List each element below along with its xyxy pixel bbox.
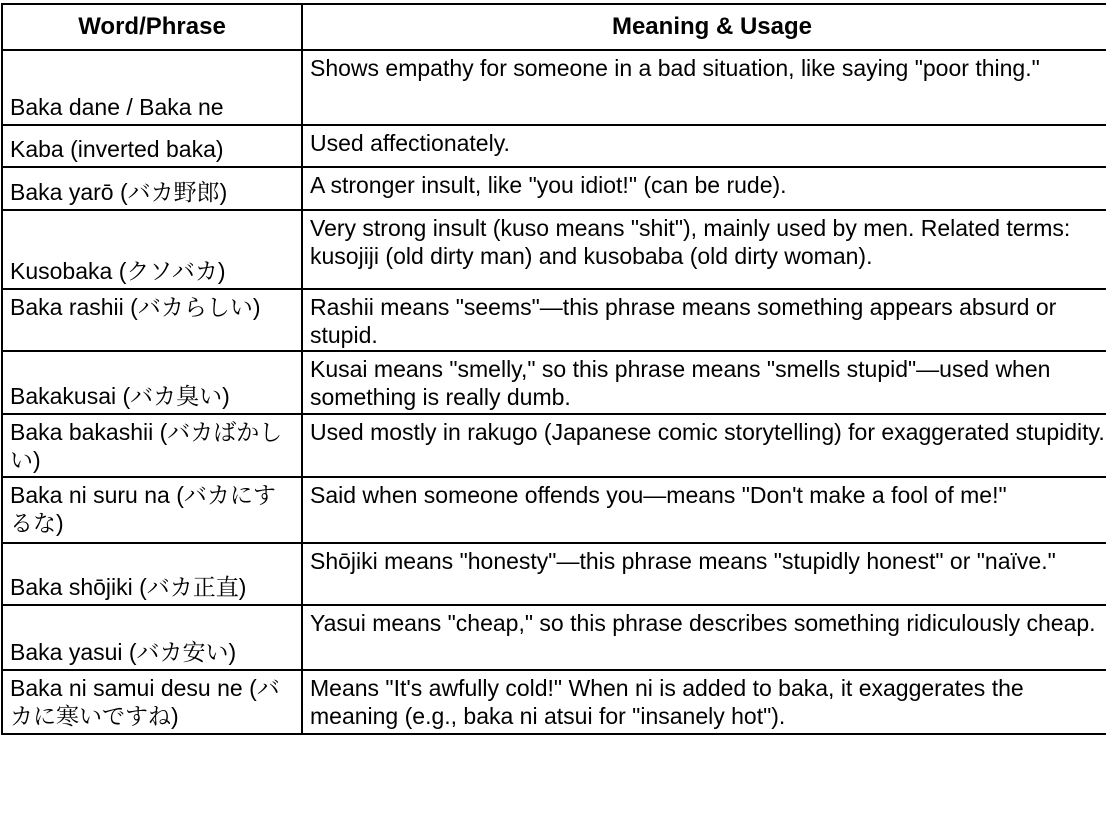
phrase-cell: Baka yasui (バカ安い) xyxy=(2,605,302,670)
phrase-cell: Baka ni samui desu ne (バカに寒いですね) xyxy=(2,670,302,734)
header-row xyxy=(2,4,1106,50)
table-row xyxy=(2,605,1106,670)
table-row xyxy=(2,125,1106,167)
meaning-cell: A stronger insult, like "you idiot!" (can be rude). xyxy=(302,167,1106,210)
phrase-cell: Bakakusai (バカ臭い) xyxy=(2,351,302,414)
phrase-cell: Baka bakashii (バカばかしい) xyxy=(2,414,302,477)
phrase-cell: Kaba (inverted baka) xyxy=(2,125,302,167)
meaning-cell: Shows empathy for someone in a bad situation, like saying "poor thing." xyxy=(302,50,1106,125)
meaning-cell: Used mostly in rakugo (Japanese comic storytelling) for exaggerated stupidity. xyxy=(302,414,1106,477)
meaning-cell: Yasui means "cheap," so this phrase describes something ridiculously cheap. xyxy=(302,605,1106,670)
phrase-cell: Baka yarō (バカ野郎) xyxy=(2,167,302,210)
table-row xyxy=(2,670,1106,734)
meaning-cell: Means "It's awfully cold!" When ni is added to baka, it exaggerates the meaning (e.g., baka ni atsui for "insanely hot"). xyxy=(302,670,1106,734)
table-row xyxy=(2,289,1106,351)
table-row xyxy=(2,167,1106,210)
phrase-cell: Baka shōjiki (バカ正直) xyxy=(2,543,302,605)
meaning-cell: Said when someone offends you—means "Don't make a fool of me!" xyxy=(302,477,1106,543)
phrase-cell: Baka ni suru na (バカにするな) xyxy=(2,477,302,543)
meaning-cell: Rashii means "seems"—this phrase means something appears absurd or stupid. xyxy=(302,289,1106,351)
phrase-cell: Baka rashii (バカらしい) xyxy=(2,289,302,351)
meaning-cell: Very strong insult (kuso means "shit"), mainly used by men. Related terms: kusojiji (old dirty man) and kusobaba (old dirty woman). xyxy=(302,210,1106,289)
phrase-cell: Baka dane / Baka ne xyxy=(2,50,302,125)
table-row xyxy=(2,543,1106,605)
table-row xyxy=(2,414,1106,477)
phrase-table-container xyxy=(1,3,1106,735)
phrase-cell: Kusobaka (クソバカ) xyxy=(2,210,302,289)
header-word-phrase: Word/Phrase xyxy=(2,4,302,50)
table-row xyxy=(2,210,1106,289)
table-row xyxy=(2,50,1106,125)
baka-phrases-table xyxy=(1,3,1106,735)
header-meaning-usage: Meaning & Usage xyxy=(302,4,1106,50)
table-row xyxy=(2,351,1106,414)
meaning-cell: Shōjiki means "honesty"—this phrase means "stupidly honest" or "naïve." xyxy=(302,543,1106,605)
meaning-cell: Used affectionately. xyxy=(302,125,1106,167)
table-row xyxy=(2,477,1106,543)
meaning-cell: Kusai means "smelly," so this phrase means "smells stupid"—used when something is really dumb. xyxy=(302,351,1106,414)
